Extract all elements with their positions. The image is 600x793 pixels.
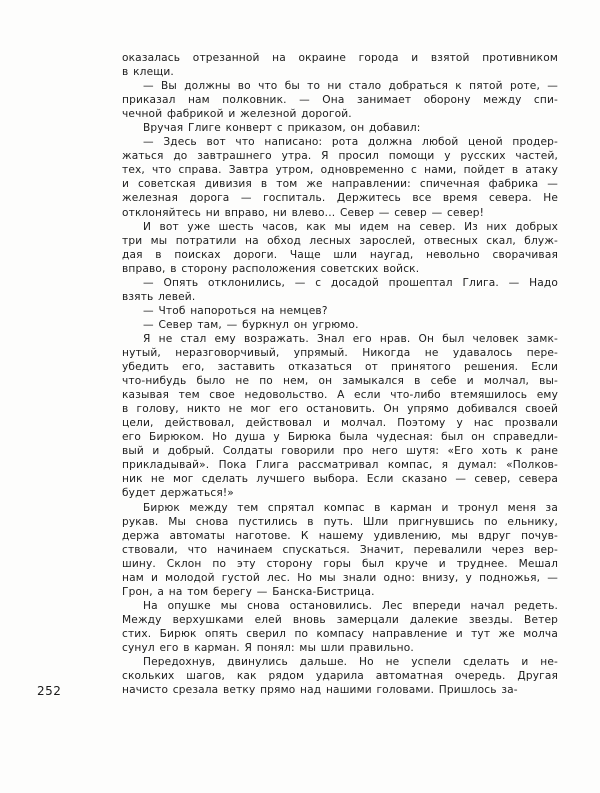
- text-line: скольких шагов, как рядом ударила автоматная очередь. Другая: [122, 670, 558, 683]
- text-line: что-нибудь было не по нем, он замыкался в себе и молчал, вы-: [122, 375, 558, 388]
- text-line: железная дорога — госпиталь. Держитесь все время севера. Не: [122, 192, 558, 205]
- text-line: чечной фабрикой и железной дорогой.: [122, 108, 352, 121]
- paragraph: [122, 79, 558, 121]
- text-line: оказалась отрезанной на окраине города и взятой противником: [122, 52, 558, 64]
- paragraph: [122, 304, 558, 318]
- paragraph: [122, 51, 558, 79]
- text-line: стих. Бирюк опять сверил по компасу направление и тут же молча: [122, 627, 558, 640]
- text-line: — Вы должны во что бы то ни стало добраться к пятой роте, —: [143, 80, 558, 93]
- paragraph: [122, 599, 558, 655]
- text-line: взять левей.: [122, 290, 196, 303]
- text-line: И вот уже шесть часов, как мы идем на север. Из них добрых: [143, 220, 558, 233]
- text-line: в клещи.: [122, 66, 174, 79]
- text-line: тех, что справа. Завтра утром, одновременно с нами, пойдет в атаку: [122, 164, 558, 177]
- paragraph: [122, 276, 558, 304]
- text-line: — Опять отклонились, — с досадой прошептал Глига. — Надо: [143, 276, 558, 289]
- text-line: в голову, никто не мог его остановить. Он упрямо добивался своей: [122, 403, 558, 416]
- text-line: вправо, в сторону расположения советских войск.: [122, 262, 420, 275]
- paragraph: [122, 655, 558, 697]
- text-line: сунул его в карман. Я понял: мы шли правильно.: [122, 641, 414, 654]
- text-line: начисто срезала ветку прямо над нашими головами. Пришлось за-: [122, 684, 518, 697]
- text-line: дая в поисках дороги. Чаще шли наугад, невольно сворачивая: [122, 248, 558, 261]
- paragraph: [122, 501, 558, 599]
- text-line: и советская дивизия в том же направлении: спичечная фабрика —: [122, 178, 558, 191]
- text-line: Вручая Глиге конверт с приказом, он добавил:: [143, 122, 421, 135]
- text-line: — Здесь вот что написано: рота должна любой ценой продер-: [143, 136, 558, 149]
- text-line: нам и молодой густой лес. Но мы знали одно: внизу, у подножья, —: [122, 571, 558, 584]
- text-line: прикладывай». Пока Глига рассматривал компас, я думал: «Полков-: [122, 459, 558, 472]
- text-line: — Чтоб напороться на немцев?: [143, 304, 328, 317]
- text-line: цели, действовал, действовал и молчал. Поэтому у нас прозвали: [122, 417, 558, 430]
- paragraph: [122, 332, 558, 501]
- text-line: держа автоматы наготове. К нашему удивлению, мы вдруг почув-: [122, 529, 558, 542]
- text-line: Между верхушками елей вновь замерцали далекие звезды. Ветер: [122, 613, 558, 626]
- text-line: нутый, неразговорчивый, упрямый. Никогда не удавалось пере-: [122, 346, 558, 359]
- text-line: убедить его, заставить отказаться от принятого решения. Если: [122, 361, 558, 374]
- text-line: отклоняйтесь ни вправо, ни влево... Север — север — север!: [122, 206, 485, 219]
- text-line: вый и добрый. Солдаты говорили про него шутя: «Его хоть к ране: [122, 445, 558, 458]
- paragraph: [122, 318, 558, 332]
- page-number: 252: [37, 684, 62, 698]
- text-line: рукав. Мы снова пустились в путь. Шли пригнувшись по ельнику,: [122, 515, 558, 528]
- text-line: Грон, а на том берегу — Банска-Бистрица.: [122, 585, 375, 598]
- text-line: казывая тем свое недовольство. А если что-либо втемяшилось ему: [122, 389, 558, 402]
- text-line: ник не мог сделать лучшего выбора. Если сказано — север, севера: [122, 473, 558, 486]
- paragraph: [122, 135, 558, 219]
- text-line: три мы потратили на обход лесных зарослей, отвесных скал, блуж-: [122, 234, 558, 247]
- text-line: Я не стал ему возражать. Знал его нрав. Он был человек замк-: [143, 332, 558, 345]
- paragraph: [122, 220, 558, 276]
- text-line: Передохнув, двинулись дальше. Но не успели сделать и не-: [143, 656, 558, 669]
- body-text: [122, 51, 558, 697]
- text-line: — Север там, — буркнул он угрюмо.: [143, 318, 359, 331]
- text-line: его Бирюком. Но душа у Бирюка была чудесная: был он справедли-: [122, 431, 558, 444]
- text-line: ствовали, что начинаем спускаться. Значит, перевалили через вер-: [122, 543, 558, 556]
- text-line: шину. Склон по эту сторону горы был круче и труднее. Мешал: [122, 557, 558, 570]
- text-line: жаться до завтрашнего утра. Я просил помощи у русских частей,: [122, 150, 558, 163]
- paragraph: [122, 121, 558, 135]
- text-line: На опушке мы снова остановились. Лес впереди начал редеть.: [143, 599, 558, 612]
- text-line: Бирюк между тем спрятал компас в карман и тронул меня за: [143, 501, 558, 514]
- text-line: будет держаться!»: [122, 487, 234, 500]
- text-line: приказал нам полковник. — Она занимает оборону между спи-: [122, 94, 558, 107]
